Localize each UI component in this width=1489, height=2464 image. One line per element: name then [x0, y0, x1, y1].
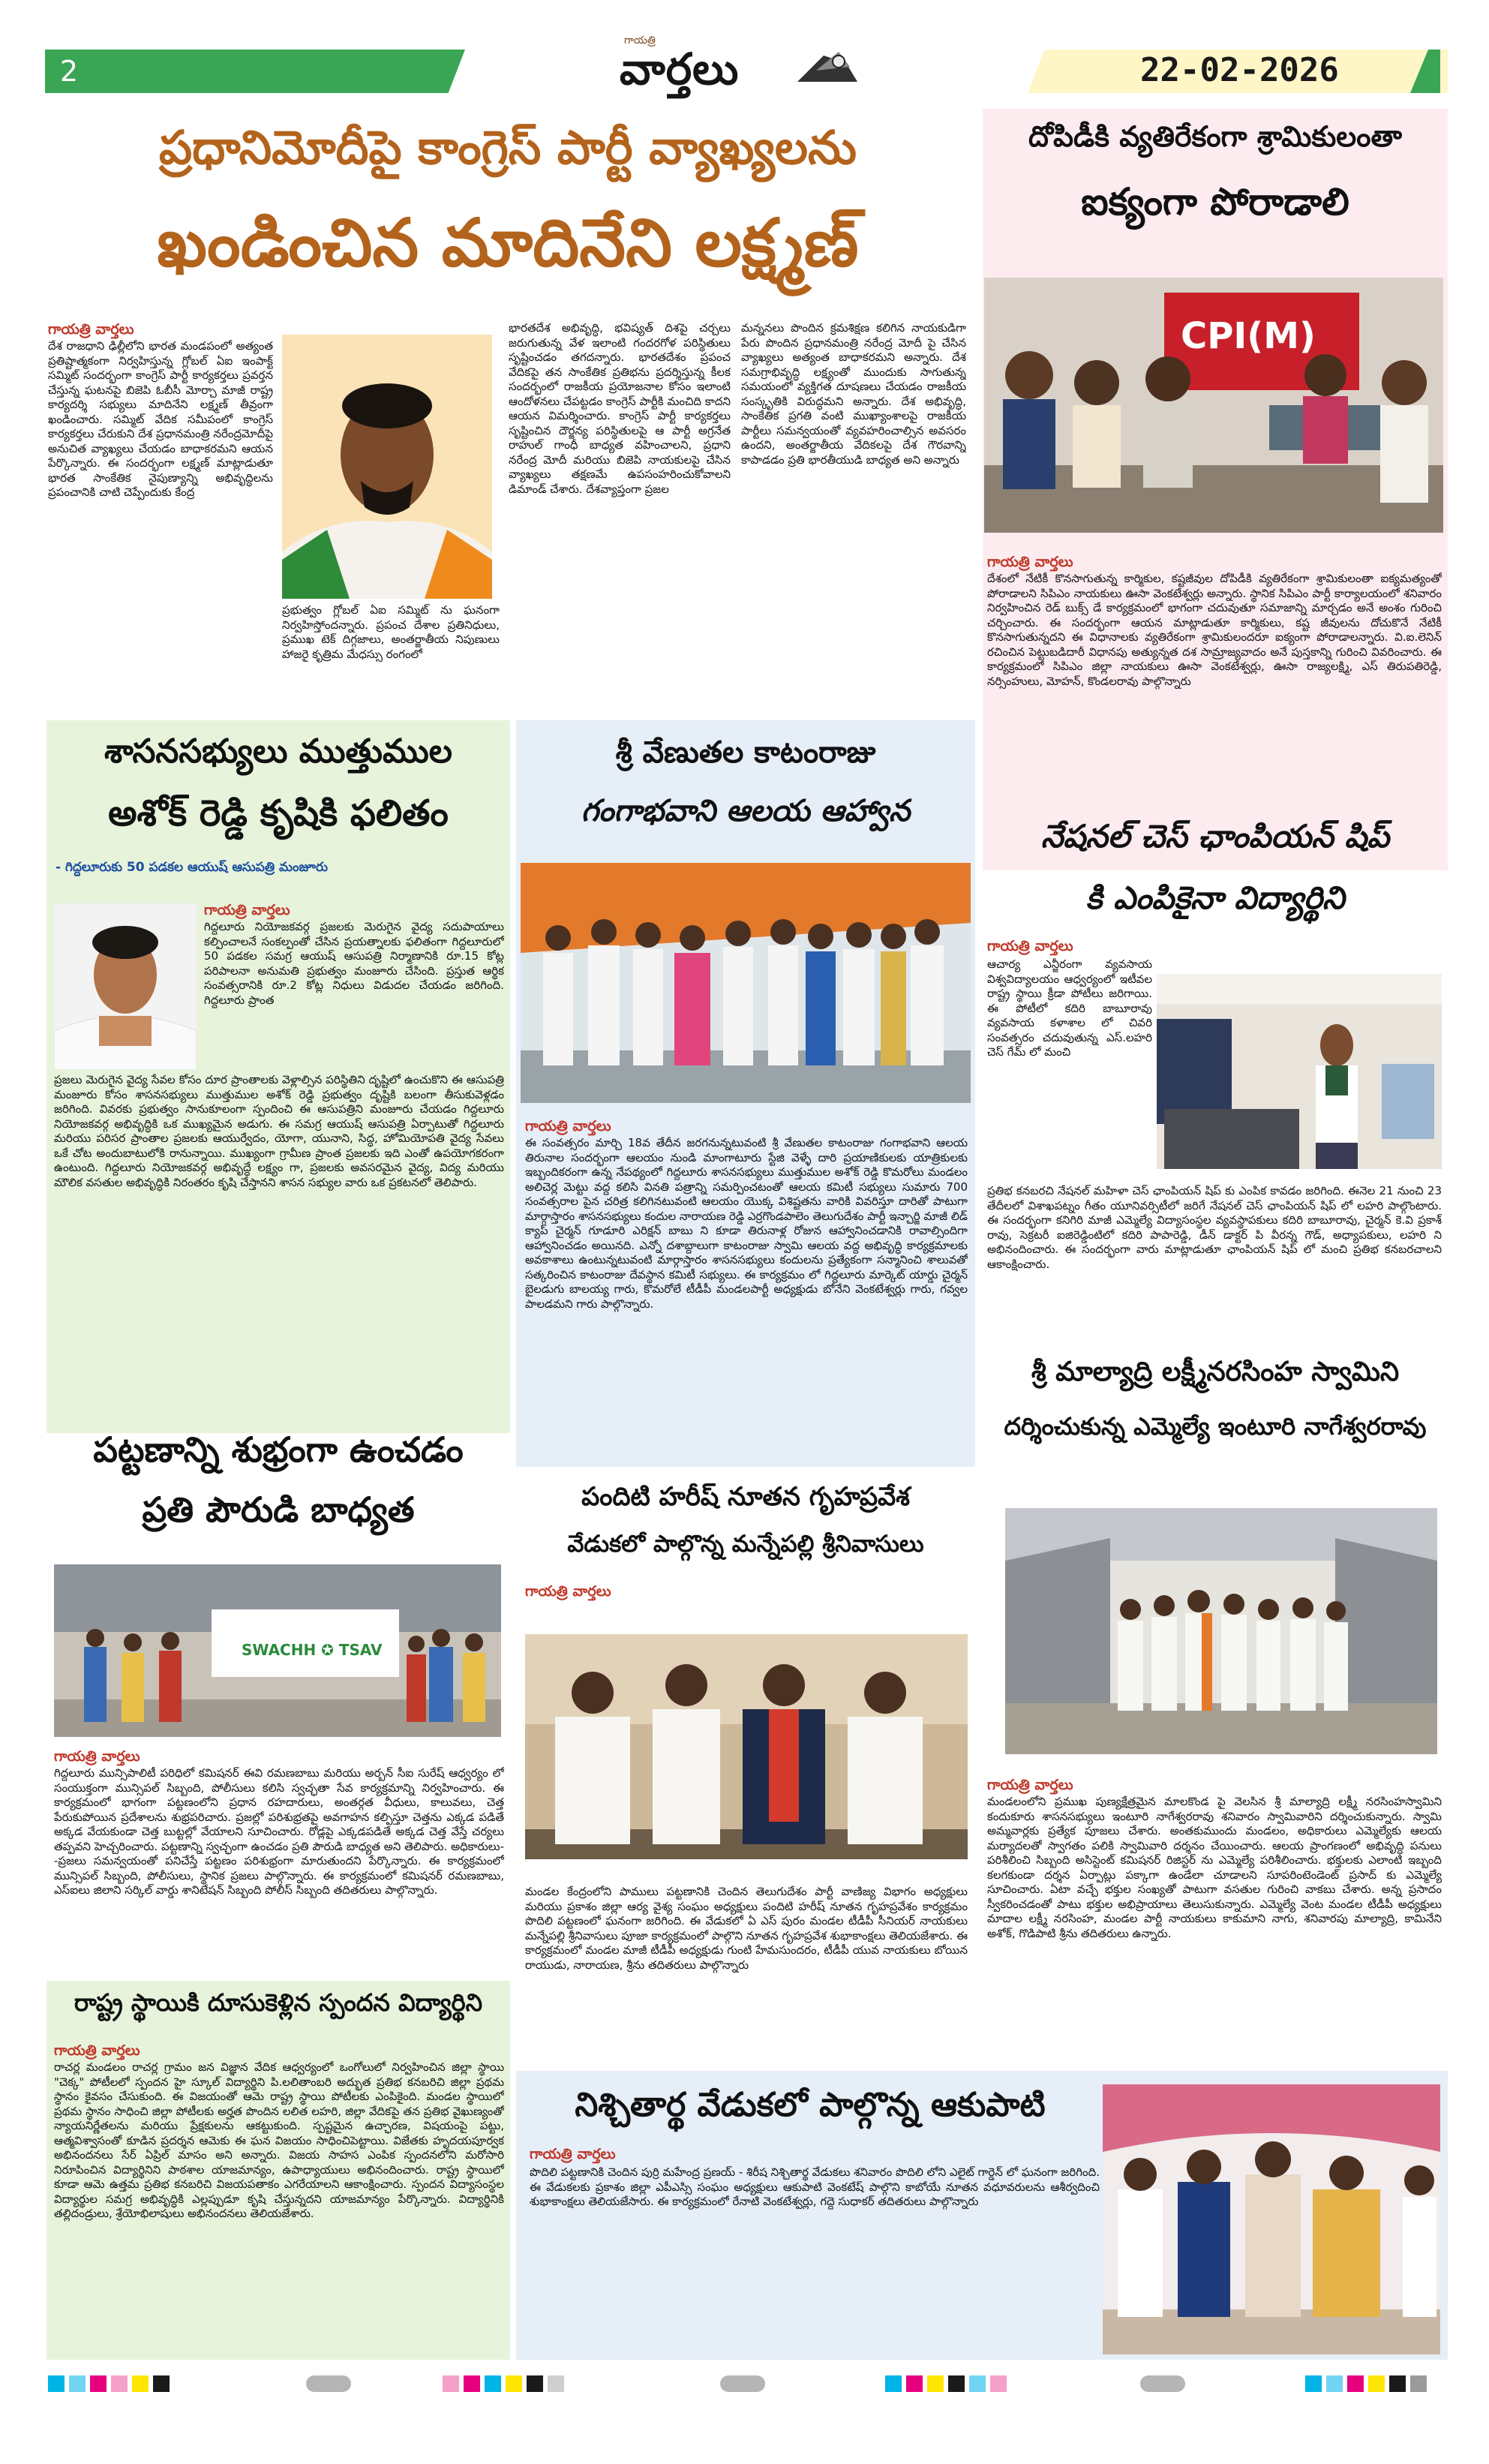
dopidi-byline: గాయత్రి వార్తలు [987, 554, 1073, 570]
clean-byline: గాయత్రి వార్తలు [54, 1748, 140, 1765]
dopidi-banner-text: CPI(M) [1181, 315, 1316, 357]
sports-byline: గాయత్రి వార్తలు [54, 2042, 140, 2059]
lead-col1: దేశ రాజధాని ఢిల్లీలోని భారత మండపంలో అత్యంత ప్రతిష్టాత్మకంగా నిర్వహిస్తున్న గ్లోబల్ ఏఐ ఇంపాక్ట్ సమ్మిట్ సందర్భంగా కాంగ్రెస్ పార్టీ కార్యకర్తలు ప్రవర్తన చేస్తున్న ఘటనపై బిజెపి ఓబీసీ మోర్చా మాజీ రాష్ట్ర కార్యదర్శి సభ్యులు మాదినేని లక్ష్మణ్ తీవ్రంగా ఖండించారు. సమ్మిట్ వేదిక సమీపంలో కాంగ్రెస్ కార్యకర్తలు చేరుకుని దేశ ప్రధానమంత్రి నరేంద్రమోదీపై అనుచిత వ్యాఖ్యలు చేయడం బాధాకరమని ఆయన పేర్కొన్నారు. ఈ సందర్భంగా లక్ష్మణ్ మాట్లాడుతూ భారత సాంకేతిక నైపుణ్యాన్ని అభివృద్ధిలను ప్రపంచానికి చాటి చెప్పేందుకు కేంద్ర [48, 339, 273, 499]
mla-headline-1: శాసనసభ్యులు ముత్తుముల [104, 732, 452, 771]
clean-headline-2: ప్రతి పౌరుడి బాధ్యత [142, 1489, 415, 1530]
malyadri-headline-1: శ్రీ మాల్యాద్రి లక్ష్మీనరసింహ స్వామిని [1031, 1357, 1400, 1387]
lead-portrait [282, 335, 492, 599]
color-bar-2 [443, 2375, 564, 2392]
temple-headline-2: గంగాభవాని ఆలయ ఆహ్వాన [581, 794, 911, 828]
chess-photo [1157, 974, 1442, 1169]
housewarming-byline: గాయత్రి వార్తలు [525, 1583, 611, 1600]
dopidi-headline-1: దోపిడీకి వ్యతిరేకంగా శ్రామికులంతా [1028, 120, 1403, 153]
reg-pill-3 [1140, 2375, 1185, 2392]
lead-photo-caption: ప్రభుత్వం గ్లోబల్ ఏఐ సమ్మిట్ ను ఘనంగా నిర్వహిస్తోందన్నారు. ప్రపంచ దేశాల ప్రతినిధులు, ప్రముఖ టెక్ దిగ్గజాలు, అంతర్జాతీయ నిపుణులు హాజరై కృత్రిమ మేధస్సు రంగంలో [282, 603, 500, 661]
mla-subhead: - గిద్దలూరుకు 50 పడకల ఆయుష్ ఆసుపత్రి మంజూరు [56, 860, 328, 875]
clean-banner-text: SWACHH ✪ TSAV [242, 1641, 383, 1659]
chess-headline-1: నేషనల్ చెస్ ఛాంపియన్ షిప్ [1040, 818, 1390, 855]
malyadri-byline: గాయత్రి వార్తలు [987, 1777, 1073, 1793]
malyadri-photo [1005, 1508, 1437, 1754]
page-number: 2 [59, 55, 79, 88]
chess-side-text: ఆచార్య ఎన్జీరంగా వ్యవసాయ విశ్వవిద్యాలయం ఆధ్వర్యంలో ఇటీవల రాష్ట్ర స్థాయి క్రీడా పోటీలు జరిగాయి. ఈ పోటీలో కదిరి బాబూరావు వ్యవసాయ కళాశాల లో చివరి సంవత్సరం చదువుతున్న ఎస్.లహరి చెస్ గేమ్ లో మంచి [987, 957, 1152, 1059]
sports-body: రాచర్ల మండలం రాచర్ల గ్రామం జన విజ్ఞాన వేదిక ఆధ్వర్యంలో ఒంగోలులో నిర్వహించిన జిల్లా స్థాయి "చెక్క" పోటీలలో స్పందన హై స్కూల్ విద్యార్థిని పి.లలితాంబరి అద్భుత ప్రతిభ కనబరిచి జిల్లా ప్రథమ స్థానం కైవసం చేసుకుంది. ఈ విజయంతో ఆమె రాష్ట్ర స్థాయి పోటీలకు ఎంపికైంది. మండల స్థాయిలో ప్రథమ స్థానం సాధించి జిల్లా పోటీలకు అర్హత పొందిన లలిత లహరి, జిల్లా వేదికపై తన ప్రతిభ వైఖుణ్యంతో న్యాయనిర్ణేతలను మరియు ప్రేక్షకులను ఆకట్టుకుంది. స్పష్టమైన ఉచ్ఛారణ, విషయంపై పట్టు, ఆత్మవిశ్వాసంతో కూడిన ప్రదర్శన ఆమెకు ఈ ఘన విజయం సాధించిపెట్టాయి. విజేతకు హృదయపూర్వక అభినందనలు సేర్ ఏప్రిల్ మాసం అని అన్నారు. విజయ సాహస ఎంపిక స్పందనలోని మరోసారి నిరూపించిన విద్యార్థినిని పాఠశాల యాజమాన్యం, ఉపాధ్యాయులు అభినందించారు. రాష్ట్ర స్థాయిలో కూడా ఆమె ఉత్తమ ప్రతిభ కనబరిచి విజయపతాకం ఎగరేయాలని ఆకాంక్షించారు. స్పందన విద్యాసంస్థల విద్యార్థుల సమగ్ర అభివృద్ధికి ఎల్లప్పుడూ కృషి చేస్తున్నదని యాజమాన్యం పేర్కొన్నారు. విద్యార్థినికి తల్లిదండ్రులు, శ్రేయోభిలాషులు అభినందనలు తెలియజేశారు. [54, 2060, 504, 2220]
masthead-kicker: గాయత్రి [624, 35, 656, 47]
engagement-photo [1103, 2084, 1440, 2354]
temple-headline-1: శ్రీ వేణుతల కాటంరాజు [615, 735, 876, 770]
lead-col4: మన్ననలు పొందిన క్రమశిక్షణ కలిగిన నాయకుడిగా పేరు పొందిన ప్రధానమంత్రి నరేంద్ర మోదీ పై చేసిన వ్యాఖ్యలు అత్యంత బాధాకరమని అన్నారు. దేశ సమగ్రాభివృద్ధి లక్ష్యంతో ముందుకు సాగుతున్న సమయంలో వ్యక్తిగత దూషణలు చేయడం రాజకీయ సంస్కృతికి విరుద్ధమని అన్నారు. దేశ అభివృద్ధి, సాంకేతిక ప్రగతి వంటి ముఖ్యాంశాలపై రాజకీయ పార్టీలు సమన్వయంతో వ్యవహరించాల్సిన అవసరం ఉందని, అంతర్జాతీయ వేదికలపై దేశ గౌరవాన్ని కాపాడడం ప్రతి భారతీయుడి బాధ్యత అని అన్నారు [741, 321, 966, 467]
lead-headline-2: ఖండించిన మాదినేని లక్ష్మణ్ [157, 204, 859, 281]
dopidi-body: దేశంలో నేటికీ కొనసాగుతున్న కార్మికుల, కష్టజీవుల దోపిడీకి వ్యతిరేకంగా శ్రామికులంతా ఐక్యమత్యంతో పోరాడాలని సిపిఎం నాయకులు ఊసా వెంకటేశ్వర్లు అన్నారు. స్థానిక సిపిఎం పార్టీ కార్యాలయంలో శనివారం నిర్వహించిన రెడ్ బుక్స్ డే కార్యక్రమంలో భాగంగా చదువుతూ సమాజాన్ని మార్చడం అనే అంశం గురించి చర్చించారు. ఈ సందర్భంగా ఆయన మాట్లాడుతూ కార్మికులు, కష్ట జీవులను దోచుకొనే నేటికీ కొనసాగుతున్నదని ఈ విధానాలకు వ్యతిరేకంగా శ్రామికులందరూ ఐక్యంగా పోరాడాలన్నారు. వి.ఐ.లెనిన్ రచించిన పెట్టుబడిదారీ విధానపు అత్యున్నత దశ సామ్రాజ్యవాదం అనే పుస్తకాన్ని గురించి వివరించారు. ఈ కార్యక్రమంలో సిపిఎం జిల్లా నాయకులు ఊసా వెంకటేశ్వర్లు, ఊసా రాజ్యలక్ష్మి, ఎస్ తిరుపతిరెడ్డి, నర్సింహులు, మోహన్, కొండలరావు పాల్గొన్నారు [987, 572, 1442, 688]
clean-headline-1: పట్టణాన్ని శుభ్రంగా ఉంచడం [93, 1429, 464, 1470]
color-bar-3 [885, 2375, 1007, 2392]
temple-body: ఈ సంవత్సరం మార్చి 18వ తేదీన జరగనున్నటువంటి శ్రీ వేణుతల కాటంరాజు గంగాభవాని ఆలయ తిరునాల సందర్భంగా ఆలయం నుండి మాంగాటూరు స్టేజి వెళ్ళే దారి ప్రయాణికులకు యాత్రికులకు ఇబ్బందికరంగా ఉన్న నేపథ్యంలో గిద్దలూరు శాసనసభ్యులు ముత్తుముల అశోక్ రెడ్డి కొమరోలు మండలం అలిచెర్ల మెట్టు వద్ద కలిసి వినతి పత్రాన్ని సమర్పించటంతో ఆలయ కమిటీ సభ్యులు సుమారు 700 సంవత్సరాల పైన చరిత్ర కలిగినటువంటి ఆలయం యొక్క విశిష్టతను వారికి వివరిస్తూ దారితో పాటుగా మార్గాస్తారం శాసనసభ్యులు కందుల నారాయణ రెడ్డి ఎర్రగొండపాలెం తెలుగుదేశం పార్టీ ఇన్చార్జి మాజీ లిడ్ క్యాప్ చైర్మన్ గూడూరి ఎరిక్షన్ బాబు ని కూడా తిరునాళ్ల రోజున ఆహ్వానించడానికి రావాల్సిందిగా ఆహ్వానించడం అయినది. ఎన్నో దశాబ్దాలుగా కాటంరాజు స్వామి ఆలయ వద్ద అభివృద్ధి కార్యక్రమాలకు అవకాశాలు ఉంటున్నటువంటి మార్గాస్తారం శాసనసభ్యులు కందులను ప్రత్యేకంగా సన్మానించి శాలువతో సత్కరించిన కాటంరాజు దేవస్థాన కమిటీ సభ్యులు. ఈ కార్యక్రమం లో గిద్దలూరు మార్కెట్ యార్డు చైర్మన్ బైలడుగు బాలయ్య గారు, కొమరోలే టీడీపీ మండలపార్టీ అధ్యక్షుడు బోనేని వెంకటేశ్వర్లు గారు, గవ్వల పాలడమని గారు పాల్గొన్నారు. [525, 1136, 968, 1311]
housewarming-body: మండల కేంద్రంలోని పాములు పట్టణానికి చెందిన తెలుగుదేశం పార్టీ వాణిజ్య విభాగం అధ్యక్షులు మరియు ప్రకాశం జిల్లా ఆర్య వైశ్య సంఘం అధ్యక్షులు పందిటి హరీష్ నూతన గృహప్రవేశం కార్యక్రమం పొదిలి పట్టణంలో ఘనంగా జరిగింది. ఈ వేడుకలో ఏ ఎస్ పురం మండల టీడీపీ సీనియర్ నాయకులు మన్నేపల్లి శ్రీనివాసులు పూజా కార్యక్రమంలో పాల్గొని నూతన గృహప్రవేశ శుభాకాంక్షలు తెలియజేశారు. ఈ కార్యక్రమంలో మండల మాజీ టీడీపీ అధ్యక్షుడు గుంటి హేమసుందరం, టీడీపీ యువ నాయకులు బోయిన రాయుడు, నారాయణ, శ్రీను తదితరులు పాల్గొన్నారు [525, 1885, 968, 1972]
malyadri-body: మండలంలోని ప్రముఖ పుణ్యక్షేత్రమైన మాలకొండ పై వెలసిన శ్రీ మాల్యాద్రి లక్ష్మీ నరసింహస్వామిని కందుకూరు శాసనసభ్యులు ఇంటూరి నాగేశ్వరరావు శనివారం స్వామివారిని దర్శించుకున్నారు. స్వామి అమ్మవార్లకు ప్రత్యేక పూజలు చేశారు. అంతకుముందు మండలం, అధికారులు ఎమ్మెల్యేకు ఆలయ మర్యాదలతో స్వాగతం పలికి స్వామివారి దర్శనం చేయించారు. ఆలయ ప్రాంగణంలో అభివృద్ధి పనులు పరిశీలించి సిబ్బంది అసిస్టెంట్ కమిషనర్ రిజిస్టర్ ను ఎమ్మెల్యే పరిశీలించారు. భక్తులకు ఎలాంటి ఇబ్బంది కలగకుండా దర్శన ఏర్పాట్లు పక్కాగా ఉండేలా చూడాలని సూపరింటెండెంట్ ప్రసాద్ కు ఎమ్మెల్యే సూచించారు. ఏటా వచ్చే భక్తుల సంఖ్యతో పాటుగా వసతుల గురించి వాకబు చేశారు. అన్న ప్రసాదం స్వీకరించడంతో పాటు భక్తుల అభిప్రాయాలు తెలుసుకున్నారు. ఎమ్మెల్యే వెంట మండల టీడీపీ అధ్యక్షులు మాదాల లక్ష్మీ నరసింహ, మండల పార్టీ నాయకులు కాకుమాని నాగు, శనివారపు మాల్యాద్రి, కామినేని అశోక్, గొడిపాటి శ్రీను తదితరులు ఉన్నారు. [987, 1795, 1442, 1940]
clean-photo [54, 1564, 501, 1737]
color-bar-1 [48, 2375, 170, 2392]
clean-body: గిద్దలూరు మున్సిపాలిటీ పరిధిలో కమిషనర్ ఈవి రమణబాబు మరియు అర్బన్ సీఐ సురేష్ ఆధ్వర్యం లో సంయుక్తంగా మున్సిపల్ సిబ్బంది, పోలీసులు కలిసి స్వచ్ఛతా సేవ కార్యక్రమాన్ని నిర్వహించారు. ఈ కార్యక్రమంలో భాగంగా పట్టణంలోని ప్రధాన రహదారులు, అంతర్గత వీధులు, కాలువలు, చెత్త పేరుకుపోయిన ప్రదేశాలను శుభ్రపరిచారు. ప్రజల్లో పరిశుభ్రతపై అవగాహన కల్పిస్తూ చెత్తను ఎక్కడ పడితే అక్కడ వేయకుండా చెత్త బుట్టల్లో వేయాలని సూచించారు. రోడ్లపై ఎక్కడపడితే అక్కడ చెత్త వేస్తే చర్యలు తప్పవని హెచ్చరించారు. పట్టణాన్ని స్వచ్ఛంగా ఉంచడం ప్రతి పౌరుడి బాధ్యత అని తెలిపారు. అధికారులు--ప్రజలు సమన్వయంతో పనిచేస్తే పట్టణం పరిశుభ్రంగా మారుతుందని పేర్కొన్నారు. ఈ కార్యక్రమంలో మున్సిపల్ సిబ్బంది, పోలీసులు, స్థానిక ప్రజలు పాల్గొన్నారు. ఈ కార్యక్రమంలో కమిషనర్ రమణబాబు, ఎస్ఐలు జిలాని సర్కిల్ వార్డు శానిటేషన్ సిబ్బంది పోలీస్ సిబ్బంది తదితరులు పాల్గొన్నారు. [54, 1766, 504, 1897]
mla-body: ప్రజలు మెరుగైన వైద్య సేవల కోసం దూర ప్రాంతాలకు వెళ్లాల్సిన పరిస్థితిని దృష్టిలో ఉంచుకొని ఈ ఆసుపత్రి మంజూరు కోసం శాసనసభ్యులు ముత్తుముల అశోక్ రెడ్డి ప్రభుత్వం దృష్టికి బలంగా తీసుకువెళ్లడం జరిగింది. వివరకు ప్రభుత్వం సానుకూలంగా స్పందించి ఈ ఆసుపత్రిని మంజూరు చేయడం గిద్దలూరు నియోజకవర్గ అభివృద్ధికి ఒక ముఖ్యమైన అడుగు. ఈ సమగ్ర ఆయుష్ ఆసుపత్రి ఏర్పాటుతో గిద్దలూరు మరియు పరిసర ప్రాంతాల ప్రజలకు ఆయుర్వేదం, యోగా, యునాని, సిద్ధ, హోమియోపతి వైద్య సేవలు ఒకే చోట అందుబాటులోకి రానున్నాయి. ముఖ్యంగా గ్రామీణ ప్రాంత ప్రజలకు ఇది ఎంతో ఉపయోగకరంగా ఉంటుంది. గిద్దలూరు నియోజకవర్గ అభివృద్ధే లక్ష్యం గా, ప్రజలకు అవసరమైన వైద్య, విద్య మరియు మౌలిక వసతుల అభివృద్ధికి నిరంతరం కృషి చేస్తానని శాసన సభ్యుల వారు ఒక ప్రకటనలో తెలిపారు. [54, 1073, 504, 1189]
masthead [600, 27, 870, 99]
housewarming-headline-2: వేడుకలో పాల్గొన్న మన్నేపల్లి శ్రీనివాసులు [567, 1531, 924, 1558]
temple-photo [521, 863, 971, 1103]
masthead-logo-icon [794, 48, 861, 86]
date: 22-02-2026 [1140, 51, 1339, 89]
engagement-headline: నిశ్చితార్థ వేడుకలో పాల్గొన్న ఆకుపాటి [575, 2086, 1046, 2124]
mla-body-top: గిద్దలూరు నియోజకవర్గ ప్రజలకు మెరుగైన వైద్య సదుపాయాలు కల్పించాలనే సంకల్పంతో చేసిన ప్రయత్నాలకు ఫలితంగా గిద్దలూరులో 50 పడకల సమగ్ర ఆయుష్ ఆసుపత్రి నిర్మాణానికి రూ.15 కోట్ల పరిపాలనా అనుమతి ప్రభుత్వం మంజూరు చేసింది. ప్రస్తుత ఆర్థిక సంవత్సరానికి రూ.2 కోట్ల నిధులు విడుదల చేయడం జరిగింది. గిద్దలూరు ప్రాంత [204, 920, 504, 1007]
chess-byline: గాయత్రి వార్తలు [987, 938, 1073, 954]
lead-headline-1: ప్రధానిమోదీపై కాంగ్రెస్ పార్టీ వ్యాఖ్యలను [159, 120, 857, 175]
dopidi-headline-2: ఐక్యంగా పోరాడాలి [1081, 180, 1349, 224]
mla-byline: గాయత్రి వార్తలు [204, 902, 290, 918]
chess-headline-2: కి ఎంపికైనా విద్యార్థిని [1085, 879, 1345, 916]
mla-portrait [54, 903, 197, 1070]
reg-pill-1 [306, 2375, 351, 2392]
housewarming-headline-1: పందిటి హరీష్ నూతన గృహప్రవేశ [581, 1482, 910, 1512]
chess-body: ప్రతిభ కనబరచి నేషనల్ మహిళా చెస్ ఛాంపియన్ షిప్ కు ఎంపిక కావడం జరిగింది. ఈనెల 21 నుంచి 23 తేదీలలో విశాఖపట్నం గీతం యూనివర్సిటీలో జరిగే నేషనల్ చెస్ ఛాంపియన్ షిప్ లో లహరి పాల్గొంటారు. ఈ సందర్భంగా కనిగిరి మాజీ ఎమ్మెల్యే విద్యాసంస్థల వ్యవస్థాపకులు కదిరి బాబూరావు, చైర్మన్ కె.వి ప్రకాశ్ రావు, సెక్రటరీ ఐజిరెడ్డింటిలో కదిరి పాపారెడ్డి, డీన్ డాక్టర్ పి వీరన్న గౌడ్, అధ్యాపకులు, లహరి ని అభినందించారు. ఈ సందర్భంగా వారు మాట్లాడుతూ ఛాంపియన్ షిప్ లో మంచి ప్రతిభ కనబరచాలని ఆకాంక్షించారు. [987, 1184, 1442, 1271]
color-bar-4 [1305, 2375, 1427, 2392]
temple-byline: గాయత్రి వార్తలు [525, 1118, 611, 1134]
engagement-body: పొదిలి పట్టణానికి చెందిన పుర్రి మహేంద్ర ప్రణయ్ - శిరీష నిశ్చితార్థ వేడుకలు శనివారం పొదిలి లోని ఎలైట్ గార్డెన్ లో ఘనంగా జరిగింది. ఈ వేడుకలకు ప్రకాశం జిల్లా ఎపీఎస్సి సంఘం అధ్యక్షులు ఆకుపాటి వెంకటేష్ పాల్గొని కాబోయే నూతన వధూవరులను ఆశీర్వదించి శుభాకాంక్షలు తెలియజేసారు. ఈ కార్యక్రమంలో రేనాటి వెంకటేశ్వర్లు, గద్దె సుధాకర్ తదితరులు పాల్గొన్నారు [530, 2165, 1100, 2208]
dopidi-photo [984, 278, 1443, 533]
housewarming-photo [525, 1634, 968, 1859]
header-left-green [45, 50, 465, 93]
reg-pill-2 [720, 2375, 765, 2392]
mla-headline-2: అశోక్ రెడ్డి కృషికి ఫలితం [108, 792, 449, 834]
engagement-byline: గాయత్రి వార్తలు [530, 2146, 616, 2162]
malyadri-headline-2: దర్శించుకున్న ఎమ్మెల్యే ఇంటూరి నాగేశ్వరరావు [1004, 1412, 1427, 1441]
lead-col3: భారతదేశ అభివృద్ధి, భవిష్యత్ దిశపై చర్చలు జరుగుతున్న వేళ ఇలాంటి గందరగోళ పరిస్థితులు సృష్టించడం తగదన్నారు. భారతదేశం ప్రపంచ వేదికపై తన సాంకేతిక ప్రతిభను ప్రదర్శిస్తున్న కీలక సందర్భంలో రాజకీయ ప్రయోజనాల కోసం ఇలాంటి ఆందోళనలు చేపట్టడం కాంగ్రెస్ పార్టీకి మంచిది కాదని ఆయన విమర్శించారు. కాంగ్రెస్ పార్టీ కార్యకర్తలు సృష్టించిన దౌర్జన్య పరిస్థితులపై ఆ పార్టీ అగ్రనేత రాహుల్ గాంధీ బాధ్యత వహించాలని, ప్రధాని నరేంద్ర మోదీ మరియు బిజెపి నాయకులపై చేసిన వ్యాఖ్యలు తక్షణమే ఉపసంహరించుకోవాలని డిమాండ్ చేశారు. దేశవ్యాప్తంగా ప్రజల [509, 321, 731, 496]
sports-headline: రాష్ట్ర స్థాయికి దూసుకెళ్లిన స్పందన విద్యార్థిని [74, 1988, 483, 2017]
masthead-title: వార్తలు [620, 44, 740, 95]
lead-byline: గాయత్రి వార్తలు [48, 321, 134, 338]
header-bar [0, 35, 1489, 99]
page-number-box [47, 51, 92, 92]
